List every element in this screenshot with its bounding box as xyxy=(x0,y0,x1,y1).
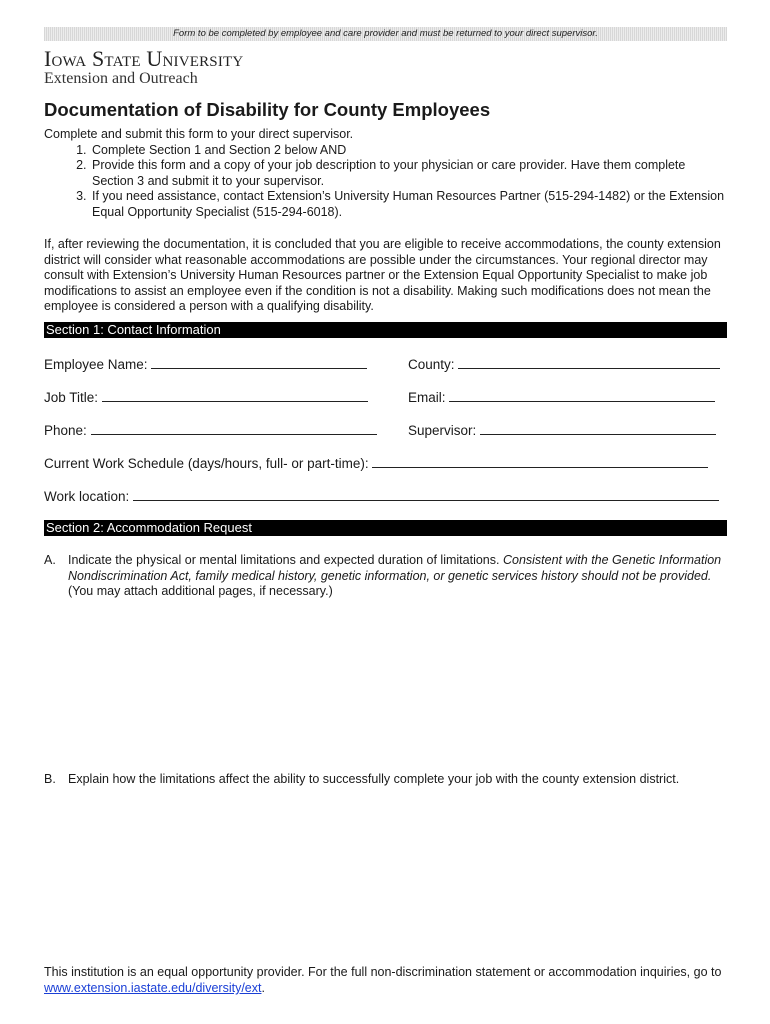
diversity-link[interactable]: www.extension.iastate.edu/diversity/ext xyxy=(44,981,262,995)
question-a-attach-note: (You may attach additional pages, if necessary.) xyxy=(68,584,333,598)
phone-label: Phone: xyxy=(44,423,87,438)
question-a xyxy=(44,553,734,600)
footer-end: . xyxy=(261,981,265,995)
question-b-text: Explain how the limitations affect the ability to successfully complete your job with the county extension district. xyxy=(68,772,680,786)
supervisor-field[interactable] xyxy=(408,422,716,439)
section2-header xyxy=(44,520,727,536)
question-a-letter: A. xyxy=(44,553,56,567)
work-schedule-label: Current Work Schedule (days/hours, full- or part-time): xyxy=(44,456,369,471)
question-a-gina-note: Consistent with the Genetic Information Nondiscrimination Act, family medical history, genetic information, or genetic services history should not be provided. xyxy=(68,553,722,583)
section1-header xyxy=(44,322,727,338)
question-a-answer-area[interactable] xyxy=(68,606,728,762)
question-a-text xyxy=(68,553,734,600)
section2-heading: Section 2: Accommodation Request xyxy=(46,520,252,535)
phone-blank[interactable] xyxy=(91,422,377,435)
job-title-label: Job Title: xyxy=(44,390,99,405)
question-b xyxy=(44,772,734,788)
question-b-letter: B. xyxy=(44,772,56,786)
email-label: Email: xyxy=(408,390,446,405)
logo-subtitle: Extension and Outreach xyxy=(44,70,198,87)
job-title-blank[interactable] xyxy=(102,389,368,402)
county-blank[interactable] xyxy=(458,356,720,369)
section1-heading: Section 1: Contact Information xyxy=(46,322,221,337)
logo-title: Iowa State University xyxy=(44,46,244,71)
page-title: Documentation of Disability for County Employees xyxy=(44,99,491,120)
county-label: County: xyxy=(408,357,455,372)
employee-name-field[interactable] xyxy=(44,356,367,373)
supervisor-blank[interactable] xyxy=(480,422,716,435)
employee-name-label: Employee Name: xyxy=(44,357,148,372)
footer-text: This institution is an equal opportunity provider. For the full non-discrimination statement or accommodation inquiries, go to xyxy=(44,965,722,979)
instruction-step: 2. Provide this form and a copy of your job description to your physician or care provider. Have them complete Section 3 and submit it to your supervisor. xyxy=(90,158,730,189)
work-location-blank[interactable] xyxy=(133,488,719,501)
employee-name-blank[interactable] xyxy=(151,356,367,369)
intro-instructions xyxy=(44,127,730,220)
instruction-step: 1. Complete Section 1 and Section 2 below AND xyxy=(90,143,730,159)
instruction-banner: Form to be completed by employee and care provider and must be returned to your direct supervisor. xyxy=(44,27,727,41)
work-location-label: Work location: xyxy=(44,489,130,504)
supervisor-label: Supervisor: xyxy=(408,423,477,438)
work-schedule-blank[interactable] xyxy=(372,455,708,468)
email-blank[interactable] xyxy=(449,389,715,402)
intro-lead: Complete and submit this form to your direct supervisor. xyxy=(44,127,354,141)
job-title-field[interactable] xyxy=(44,389,368,406)
footer-statement xyxy=(44,964,734,996)
isu-extension-logo xyxy=(44,48,243,88)
instruction-step: 3. If you need assistance, contact Extension’s University Human Resources Partner (515-294-1482) or the Extension Equal Opportunity Specialist (515-294-6018). xyxy=(90,189,730,220)
email-field[interactable] xyxy=(408,389,715,406)
work-schedule-field[interactable] xyxy=(44,455,708,472)
phone-field[interactable] xyxy=(44,422,377,439)
question-a-prompt: Indicate the physical or mental limitations and expected duration of limitations. xyxy=(68,553,500,567)
eligibility-paragraph: If, after reviewing the documentation, it is concluded that you are eligible to receive accommodations, the county extension district will consider what reasonable accommodations are possible under the circumstances. Your regional director may consult with Extension’s University Human Resources partner or the Extension Equal Opportunity Specialist to make job modifications to assist an employee even if the condition is not a disability. Making such modifications does not mean the employee is considered a person with a qualifying disability. xyxy=(44,237,721,313)
instruction-steps xyxy=(44,143,730,221)
work-location-field[interactable] xyxy=(44,488,719,505)
county-field[interactable] xyxy=(408,356,720,373)
question-b-answer-area[interactable] xyxy=(68,796,728,956)
